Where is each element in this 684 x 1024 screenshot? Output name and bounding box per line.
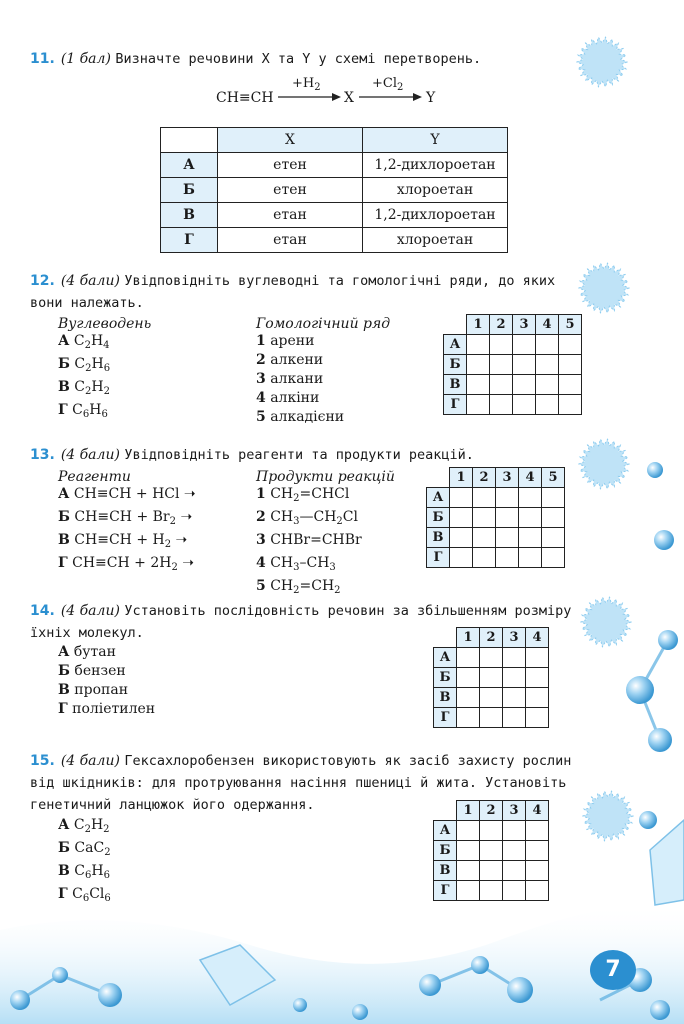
answer-cell[interactable] <box>480 668 503 688</box>
arrow-icon: ➝ <box>175 532 188 548</box>
arrow-icon <box>278 92 342 102</box>
table-corner <box>161 128 218 153</box>
grid-col-header: 2 <box>490 315 513 335</box>
list-item: А бутан <box>58 644 116 660</box>
table-row[interactable] <box>161 178 508 203</box>
list-item: 1 $CH_2=CHCl$ <box>256 486 350 504</box>
grid-row-header: Г <box>434 708 457 728</box>
grid-col-header: 1 <box>457 801 480 821</box>
question-number: 11. <box>30 51 55 67</box>
grid-row <box>427 548 565 568</box>
cell-y: 1,2-дихлороетан <box>363 153 508 178</box>
grid-row-header: В <box>427 528 450 548</box>
answer-cell[interactable] <box>519 528 542 548</box>
answer-cell[interactable] <box>480 841 503 861</box>
table-row[interactable] <box>161 153 508 178</box>
grid-col-header: 2 <box>480 801 503 821</box>
answer-cell[interactable] <box>503 881 526 901</box>
answer-cell[interactable] <box>473 548 496 568</box>
list-item: Г $C_6H_6$ <box>58 402 108 420</box>
answer-cell[interactable] <box>450 488 473 508</box>
grid-row-header: Г <box>434 881 457 901</box>
answer-cell[interactable] <box>536 375 559 395</box>
page-number: 7 <box>590 950 636 990</box>
answer-cell[interactable] <box>526 668 549 688</box>
grid-row <box>427 528 565 548</box>
question-text: Увідповідніть вуглеводні та гомологічні ряди, до яких <box>124 273 556 289</box>
reaction-scheme <box>216 76 476 110</box>
grid-row-header: А <box>434 648 457 668</box>
answer-grid-q14 <box>433 627 549 728</box>
answer-cell[interactable] <box>473 508 496 528</box>
grid-row <box>427 508 565 528</box>
list-item: 4 алкіни <box>256 390 320 406</box>
scheme-start: CH≡CH <box>216 90 274 106</box>
grid-row <box>434 821 549 841</box>
grid-row <box>434 648 549 668</box>
table-header-y: Y <box>363 128 508 153</box>
grid-col-header: 2 <box>473 468 496 488</box>
question-15-title <box>30 752 660 814</box>
arrow-icon: ➝ <box>180 509 193 525</box>
list-item: 2 алкени <box>256 352 324 368</box>
answer-cell[interactable] <box>480 881 503 901</box>
arrow-icon <box>359 92 423 102</box>
grid-row-header: В <box>444 375 467 395</box>
grid-corner <box>444 315 467 335</box>
answer-cell[interactable] <box>526 881 549 901</box>
answer-cell[interactable] <box>490 355 513 375</box>
cell-y: хлороетан <box>363 178 508 203</box>
question-text: Увідповідніть реагенти та продукти реакцій. <box>124 447 474 463</box>
answer-cell[interactable] <box>473 488 496 508</box>
scheme-x: X <box>344 90 354 106</box>
answer-cell[interactable] <box>559 335 582 355</box>
answer-cell[interactable] <box>559 375 582 395</box>
grid-row <box>434 841 549 861</box>
answer-cell[interactable] <box>457 861 480 881</box>
question-points: (4 бали) <box>60 273 120 289</box>
answer-cell[interactable] <box>503 668 526 688</box>
list-item: 5 алкадієни <box>256 409 345 425</box>
column-heading: Гомологічний ряд <box>256 316 391 332</box>
answer-cell[interactable] <box>536 355 559 375</box>
arrow-icon: ➝ <box>183 486 196 502</box>
answer-cell[interactable] <box>457 648 480 668</box>
sunburst-shape <box>579 439 629 488</box>
grid-row-header: Б <box>434 841 457 861</box>
list-item: Б $C_2H_6$ <box>58 356 111 374</box>
answer-cell[interactable] <box>559 395 582 415</box>
answer-cell[interactable] <box>536 335 559 355</box>
row-label: А <box>161 153 218 178</box>
scheme-reagent-2: $+Cl_2$ <box>372 76 404 93</box>
sunburst-icon <box>578 262 630 314</box>
q14-items <box>58 643 155 719</box>
grid-col-header: 1 <box>467 315 490 335</box>
q15-items <box>58 816 111 908</box>
answer-cell[interactable] <box>457 708 480 728</box>
answer-cell[interactable] <box>526 648 549 668</box>
sunburst-icon <box>580 596 632 648</box>
answer-cell[interactable] <box>450 508 473 528</box>
answer-cell[interactable] <box>503 688 526 708</box>
answer-cell[interactable] <box>467 395 490 415</box>
cell-x: етан <box>218 228 363 253</box>
grid-col-header: 3 <box>496 468 519 488</box>
answer-cell[interactable] <box>542 548 565 568</box>
cell-x: етен <box>218 178 363 203</box>
question-text: Установіть послідовність речовин за збільшенням розміру <box>124 603 572 619</box>
list-item: 3 алкани <box>256 371 324 387</box>
grid-row-header: В <box>434 861 457 881</box>
list-item: Г поліетилен <box>58 701 156 717</box>
sunburst-icon <box>578 438 630 490</box>
answer-cell[interactable] <box>457 821 480 841</box>
answer-cell[interactable] <box>559 355 582 375</box>
grid-col-header: 1 <box>457 628 480 648</box>
answer-cell[interactable] <box>467 355 490 375</box>
answer-cell[interactable] <box>542 488 565 508</box>
answer-cell[interactable] <box>490 395 513 415</box>
list-item: Б CaC$_2$ <box>58 840 111 858</box>
question-number: 15. <box>30 753 55 769</box>
answer-cell[interactable] <box>526 708 549 728</box>
scheme-reagent-1: $+H_2$ <box>292 76 321 93</box>
answer-grid-q12 <box>443 314 582 415</box>
question-text-cont: генетичний ланцюжок його одержання. <box>30 797 315 813</box>
grid-row-header: Б <box>434 668 457 688</box>
list-item: А $C_2H_4$ <box>58 333 110 351</box>
sunburst-icon <box>582 790 634 842</box>
list-item: А CH≡CH + HCl ➝ <box>58 486 196 502</box>
answer-cell[interactable] <box>519 508 542 528</box>
row-label: Г <box>161 228 218 253</box>
answer-cell[interactable] <box>496 528 519 548</box>
grid-row-header: А <box>427 488 450 508</box>
q13-left-column <box>58 469 196 577</box>
answer-cell[interactable] <box>526 821 549 841</box>
grid-row-header: Б <box>427 508 450 528</box>
grid-col-header: 4 <box>526 801 549 821</box>
list-item: А $C_2H_2$ <box>58 817 110 835</box>
list-item: 3 CHBr=CHBr <box>256 532 362 548</box>
question-11-title <box>30 50 481 68</box>
grid-row <box>444 395 582 415</box>
list-item: Г $CH\equiv CH + 2H_2$ ➝ <box>58 555 195 573</box>
answer-cell[interactable] <box>503 821 526 841</box>
answer-cell[interactable] <box>473 528 496 548</box>
answer-cell[interactable] <box>480 688 503 708</box>
grid-col-header: 4 <box>526 628 549 648</box>
grid-row-header: Г <box>444 395 467 415</box>
answer-grid-q13 <box>426 467 565 568</box>
answer-cell[interactable] <box>457 841 480 861</box>
answer-grid-q15 <box>433 800 549 901</box>
answer-cell[interactable] <box>526 688 549 708</box>
answer-cell[interactable] <box>503 708 526 728</box>
grid-row <box>434 688 549 708</box>
q13-right-column <box>256 469 395 600</box>
row-label: Б <box>161 178 218 203</box>
cell-y: 1,2-дихлороетан <box>363 203 508 228</box>
q12-right-column <box>256 316 390 427</box>
question-text-cont: вони належать. <box>30 295 144 311</box>
cell-y: хлороетан <box>363 228 508 253</box>
question-13-title <box>30 446 474 464</box>
grid-col-header: 4 <box>536 315 559 335</box>
sunburst-shape <box>581 597 631 646</box>
sunburst-shape <box>579 263 629 312</box>
question-text-cont: від шкідників: для протруювання насіння пшениці й жита. Установіть <box>30 775 567 791</box>
grid-corner <box>427 468 450 488</box>
question-number: 12. <box>30 273 55 289</box>
grid-corner <box>434 628 457 648</box>
grid-corner <box>434 801 457 821</box>
question-points: (4 бали) <box>60 753 120 769</box>
cell-x: етен <box>218 153 363 178</box>
grid-col-header: 3 <box>513 315 536 335</box>
answer-cell[interactable] <box>457 668 480 688</box>
answer-cell[interactable] <box>519 488 542 508</box>
question-points: (4 бали) <box>60 603 120 619</box>
list-item: В $C_6H_6$ <box>58 863 110 881</box>
sunburst-shape <box>583 791 633 840</box>
question-points: (1 бал) <box>60 51 111 67</box>
table-row[interactable] <box>161 203 508 228</box>
answer-cell[interactable] <box>513 335 536 355</box>
list-item: 1 арени <box>256 333 315 349</box>
list-item: Б бензен <box>58 663 126 679</box>
grid-row <box>434 668 549 688</box>
cell-x: етан <box>218 203 363 228</box>
list-item: Г $C_6Cl_6$ <box>58 886 111 904</box>
column-heading: Вуглеводень <box>58 316 152 332</box>
grid-col-header: 1 <box>450 468 473 488</box>
answer-cell[interactable] <box>526 861 549 881</box>
answer-cell[interactable] <box>496 488 519 508</box>
answer-cell[interactable] <box>480 708 503 728</box>
question-number: 13. <box>30 447 55 463</box>
row-label: В <box>161 203 218 228</box>
answer-cell[interactable] <box>496 508 519 528</box>
column-heading: Продукти реакцій <box>256 469 395 485</box>
question-text: Гексахлоробензен використовують як засіб захисту рослин <box>124 753 572 769</box>
answer-cell[interactable] <box>526 841 549 861</box>
answer-cell[interactable] <box>503 841 526 861</box>
grid-col-header: 5 <box>542 468 565 488</box>
answer-cell[interactable] <box>450 528 473 548</box>
list-item: В пропан <box>58 682 129 698</box>
answer-cell[interactable] <box>519 548 542 568</box>
grid-row <box>444 375 582 395</box>
grid-row <box>444 355 582 375</box>
answer-cell[interactable] <box>513 375 536 395</box>
answer-cell[interactable] <box>503 648 526 668</box>
scheme-y: Y <box>426 90 436 106</box>
arrow-icon: ➝ <box>182 555 195 571</box>
grid-row-header: А <box>434 821 457 841</box>
grid-row-header: А <box>444 335 467 355</box>
answer-cell[interactable] <box>490 335 513 355</box>
answer-cell[interactable] <box>513 355 536 375</box>
grid-col-header: 3 <box>503 628 526 648</box>
answer-cell[interactable] <box>513 395 536 415</box>
table-row[interactable] <box>161 228 508 253</box>
answer-cell[interactable] <box>480 861 503 881</box>
grid-col-header: 4 <box>519 468 542 488</box>
grid-row <box>434 708 549 728</box>
list-item: 5 $CH_2=CH_2$ <box>256 578 341 596</box>
question-number: 14. <box>30 603 55 619</box>
grid-col-header: 3 <box>503 801 526 821</box>
answer-cell[interactable] <box>490 375 513 395</box>
grid-col-header: 5 <box>559 315 582 335</box>
grid-row-header: Г <box>427 548 450 568</box>
answer-cell[interactable] <box>542 508 565 528</box>
answer-cell[interactable] <box>480 821 503 841</box>
answer-table-q11 <box>160 127 508 253</box>
list-item: 2 $CH_3—CH_2Cl$ <box>256 509 358 527</box>
question-text: Визначте речовини X та Y у схемі перетворень. <box>115 51 482 67</box>
list-item: В $CH\equiv CH + H_2$ ➝ <box>58 532 188 550</box>
answer-cell[interactable] <box>480 648 503 668</box>
question-12-title <box>30 272 555 312</box>
answer-cell[interactable] <box>450 548 473 568</box>
grid-row-header: В <box>434 688 457 708</box>
answer-cell[interactable] <box>496 548 519 568</box>
answer-cell[interactable] <box>503 861 526 881</box>
answer-cell[interactable] <box>542 528 565 548</box>
question-text-cont: їхніх молекул. <box>30 625 144 641</box>
question-points: (4 бали) <box>60 447 120 463</box>
answer-cell[interactable] <box>457 881 480 901</box>
sunburst-icon <box>576 36 628 88</box>
answer-cell[interactable] <box>457 688 480 708</box>
list-item: В $C_2H_2$ <box>58 379 110 397</box>
answer-cell[interactable] <box>467 375 490 395</box>
grid-row <box>434 881 549 901</box>
column-heading: Реагенти <box>58 469 131 485</box>
grid-col-header: 2 <box>480 628 503 648</box>
list-item: Б $CH\equiv CH + Br_2$ ➝ <box>58 509 193 527</box>
q12-left-column <box>58 316 151 424</box>
sunburst-shape <box>577 37 627 86</box>
answer-cell[interactable] <box>536 395 559 415</box>
list-item: 4 $CH_3-CH_3$ <box>256 555 336 573</box>
grid-row <box>427 488 565 508</box>
grid-row <box>444 335 582 355</box>
answer-cell[interactable] <box>467 335 490 355</box>
grid-row-header: Б <box>444 355 467 375</box>
table-header-x: X <box>218 128 363 153</box>
grid-row <box>434 861 549 881</box>
